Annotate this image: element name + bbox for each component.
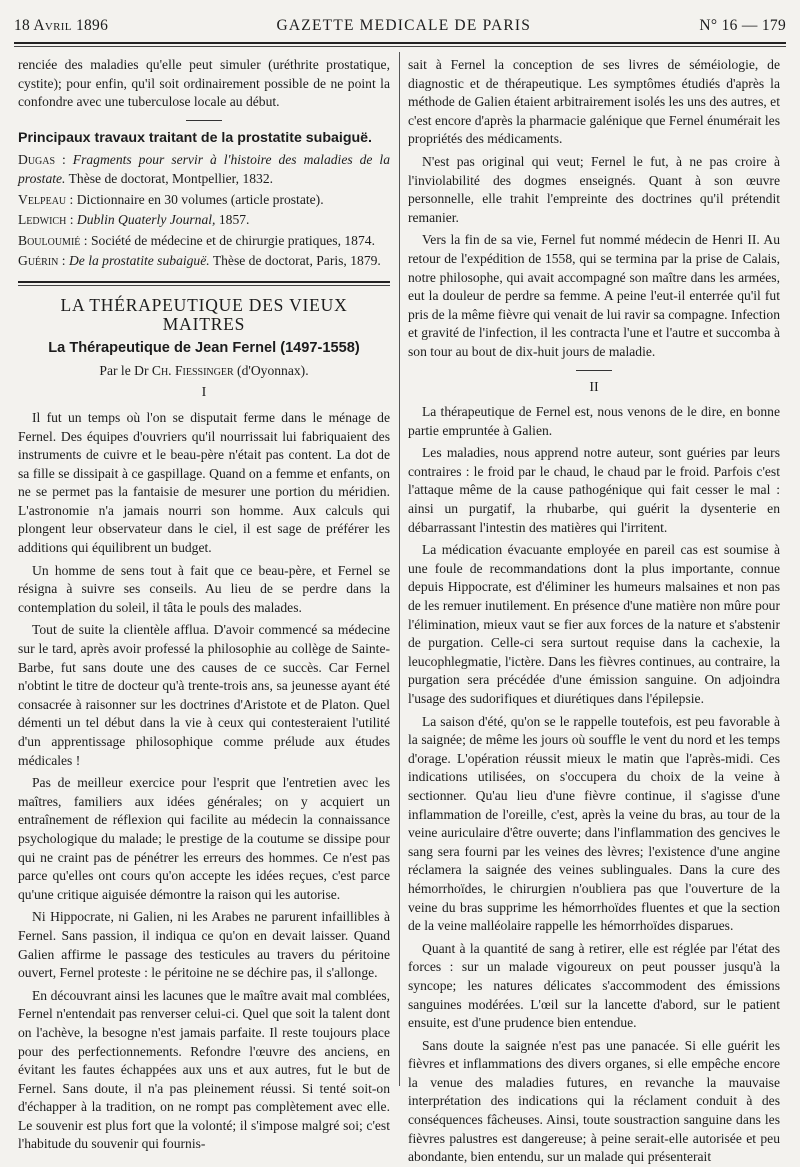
bibliography-separator: :	[66, 212, 77, 228]
bibliography-entry	[18, 252, 390, 271]
section-number-1: I	[201, 385, 207, 401]
bibliography-separator: :	[58, 253, 69, 269]
issue-page-number: N° 16 — 179	[699, 17, 786, 34]
header-rule-thin	[14, 46, 786, 47]
issue-date: 18 Avril 1896	[14, 17, 109, 34]
bibliography-title: Dublin Quaterly Journal,	[76, 212, 216, 228]
bibliography-author: Guérin	[18, 253, 59, 269]
left-column	[18, 56, 391, 1152]
body-paragraph: La thérapeutique de Fernel est, nous venons de le dire, en bonne partie empruntée à Galien.	[408, 404, 780, 438]
body-paragraph: Tout de suite la clientèle afflua. D'avoir commencé sa médecine sur le tard, après avoir professé la philosophie au collège de Sainte-Barbe, fut sans doute une des causes de ce succès. Car Fernel n'obtint le titre de docteur qu'à trente-trois ans, sa jeunesse ayant été consacrée à raisonner sur les doctrines d'Aristote et de Platon. Quel démenti un tel début dans la vie à ceux qui contesteraient l'utilité d'un apprentissage philosophique comme prélude aux études médicales !	[18, 622, 390, 768]
bibliography-details: Société de médecine et de chirurgie pratiques, 1874.	[90, 232, 375, 248]
body-paragraph: Les maladies, nous apprend notre auteur, sont guéries par leurs contraires : le froid par le chaud, le chaud par le froid. Parfois c'est l'attaque même de la cause pathogénique qui fait cesser le mal : ainsi un purgatif, la rhubarbe, qui guérit la dysenterie en débarrassant l'intestin des matières qui l'irritent.	[408, 445, 780, 535]
body-paragraph: Pas de meilleur exercice pour l'esprit que l'entretien avec les maîtres, familiers aux idées générales; on y acquiert un entraînement de réflexion qui facilite au médecin la connaissance psychologique du malade; le prestige de la coutume se dissipe pour qui ne craint pas de pénétrer les erreurs des hommes. Ce n'est pas parce qu'elles ont cours qu'on accepte les idées reçues, c'est parce qu'une critique aiguisée démontre la raison qui les autorise.	[18, 775, 390, 902]
body-paragraph: La saison d'été, qu'on se le rappelle toutefois, est peu favorable à la saignée; de même les jours où souffle le vent du nord et les temps d'orage. L'opération réussit mieux le matin que l'après-midi. Ces indications utilisées, on s'occupera du choix de la veine à sectionner. Qu'au lieu d'une fièvre continue, il s'agisse d'une inflammation de l'oreille, c'est, après la veine du bras, au tour de la veine auriculaire d'être ouverte; dans l'inflammation des gencives le sang sera fourni par les veines des lèvres; l'existence d'une angine réclamera la saignée des veines sublinguales. Dans la cure des hémorrhoïdes, le chirurgien n'oubliera pas que l'ouverture de la veine du bras supprime les hémorrhoïdes fluentes et que la section de la veine malléolaire rappelle les hémorrhoïdes disparues.	[408, 713, 780, 934]
bibliography-separator: :	[55, 152, 73, 168]
bibliography-entry	[18, 151, 390, 188]
separator	[186, 120, 222, 121]
right-column	[408, 56, 780, 1165]
body-paragraph: N'est pas original qui veut; Fernel le fut, à ne pas croire à l'inviolabilité des dogmes enseignés. Quant à son œuvre personnelle, elle trahit l'empreinte des doctrines qu'il prétendit remanier.	[408, 153, 780, 225]
bibliography-details: Dictionnaire en 30 volumes (article prostate).	[76, 191, 324, 207]
body-paragraph: Il fut un temps où l'on se disputait ferme dans le ménage de Fernel. Des équipes d'ouvriers qu'il nourrissait lui fabriquaient des instruments de cuivre et le beau-père n'était pas content. La dot de sa fille se dissipait à ce gaspillage. Quand on a femme et enfants, on ne se permet pas la fantaisie de mesurer une portion du méridien. L'astronomie n'a jamais nourri son homme. Aux calculs qui plongent leur observateur dans le ciel, il est sage de préférer les additions qui équilibrent un budget.	[18, 409, 390, 556]
intro-paragraph: renciée des maladies qu'elle peut simuler (uréthrite prostatique, cystite); pour enfin, qu'il soit ordinairement possible de ne point la confondre avec une tuberculose locale au début.	[18, 57, 390, 110]
bibliography-title: Fragments pour servir à l'histoire des maladies de la prostate.	[18, 152, 391, 186]
body-paragraph: Un homme de sens tout à fait que ce beau-père, et Fernel se résigna à suivre ses conseils. Au lieu de se perdre dans la contemplation du soleil, il tâta le pouls des malades.	[18, 562, 390, 615]
section-title: LA THÉRAPEUTIQUE DES VIEUX MAITRES	[60, 294, 348, 334]
bibliography-author: Dugas	[18, 152, 56, 168]
section-number-2: II	[589, 379, 599, 395]
column-divider	[399, 52, 400, 1086]
separator	[576, 370, 612, 371]
bibliography-entry	[18, 211, 390, 230]
body-paragraph: Ni Hippocrate, ni Galien, ni les Arabes ne parurent infaillibles à Fernel. Sans passion, il indiqua ce qu'on en devait laisser. Quand Galien affirme le passage des testicules au travers du péritoine ouvert, Fernel proteste : le péritoine ne se déchire pas, il s'allonge.	[18, 909, 390, 981]
body-paragraph: Vers la fin de sa vie, Fernel fut nommé médecin de Henri II. Au retour de l'expédition de 1558, qui se termina par la prise de Calais, notre philosophe, qui avait accompagné son maître dans les armées, eut la douleur de perdre sa femme. A peine l'eut-il enterrée qu'il fut pris de la même fièvre qui venait de lui ravir sa compagne. Infection et gravité de l'infection, il les contracta l'une et l'autre et succomba à son tour au bout de dix-huit jours de maladie.	[408, 232, 780, 359]
bibliography-author: Ledwich	[18, 212, 67, 228]
bibliography-details: Thèse de doctorat, Paris, 1879.	[209, 253, 381, 269]
journal-title: GAZETTE MEDICALE DE PARIS	[276, 17, 532, 34]
body-paragraph: En découvrant ainsi les lacunes que le maître avait mal comblées, Fernel n'entendait pas renverser celui-ci. Quel que soit la talent dont on l'achève, la besogne n'est jamais parfaite. Il reste toujours place pour des perfectionnements. Refondre l'œuvre des anciens, en évitant les fautes échappées aux uns et aux autres, fut le but de Fernel. Sans doute, il n'a pas pleinement réussi. Si tenté soit-on d'échapper à la tradition, on ne rompt pas complètement avec elle. Le souvenir est plus fort que la volonté; il s'impose malgré soi; c'est l'habitude du souvenir qui fournis-	[18, 987, 390, 1152]
bibliography-details: Thèse de doctorat, Montpellier, 1832.	[65, 170, 274, 186]
byline-suffix: (d'Oyonnax).	[233, 362, 309, 378]
header-rule	[14, 42, 786, 44]
bibliography-separator: :	[66, 191, 77, 207]
bibliography-entry	[18, 232, 390, 251]
body-paragraph: Sans doute la saignée n'est pas une panacée. Si elle guérit les fièvres et inflammations des divers organes, si elle empêche encore la venue des maladies futures, en revanche la mauvaise interprétation des indications qui la réclament conduit à des conséquences fâcheuses. Ainsi, toute soustraction sanguine dans les fièvres palustres est dangereuse; à peine serait-elle autorisée et peu abondante, bien entendu, sur un malade qui présenterait	[408, 1037, 780, 1165]
bibliography	[18, 151, 390, 271]
bibliography-details: 1857.	[215, 212, 250, 228]
byline-prefix: Par le Dr	[99, 362, 152, 378]
section-rule	[18, 281, 390, 283]
body-paragraph: La médication évacuante employée en pareil cas est soumise à une foule de recommandations dont la plus importante, connue depuis Hippocrate, est d'éliminer les humeurs malsaines et non pas de les remuer inutilement. En présence d'une matière non mûre pour l'élimination, mieux vaut se fier aux forces de la nature et s'abstenir de purgation. Celle-ci sera surtout requise dans la cachexie, la leucophlegmatie, l'ictère. Dans les fièvres continues, au contraire, la purgation sera précédée d'une émission sanguine. On adjoindra l'usage des sudorifiques et diurétiques dans l'épilepsie.	[408, 542, 780, 706]
section-rule-thin	[18, 285, 390, 286]
bibliography-author: Velpeau	[18, 191, 67, 207]
body-paragraph: Quant à la quantité de sang à retirer, elle est réglée par l'état des forces : sur un malade vigoureux on peut pousser jusqu'à la syncope; les natures délicates s'accommodent des émissions sanguines modérées. L'œil sur la lancette d'abord, sur le patient ensuite, est d'une prudence bien entendue.	[408, 940, 780, 1031]
bibliography-separator: :	[80, 232, 91, 248]
body-paragraph: sait à Fernel la conception de ses livres de séméiologie, de diagnostic et de thérapeutique. Les symptômes étudiés d'après la méthode de Galien étaient arbitrairement isolés les uns des autres, et c'est encore d'après la pharmacie galénique que Fernel énumérait les propriétés des médicaments.	[408, 57, 780, 147]
bibliography-title: De la prostatite subaiguë.	[68, 253, 210, 269]
page-header	[14, 10, 786, 42]
works-heading: Principaux travaux traitant de la prostatite subaiguë.	[18, 129, 372, 146]
bibliography-author: Bouloumié	[18, 232, 81, 248]
article-title: La Thérapeutique de Jean Fernel (1497-1558)	[48, 340, 360, 357]
author-name: Ch. Fiessinger	[151, 362, 234, 378]
byline	[18, 362, 390, 381]
bibliography-entry	[18, 191, 390, 210]
